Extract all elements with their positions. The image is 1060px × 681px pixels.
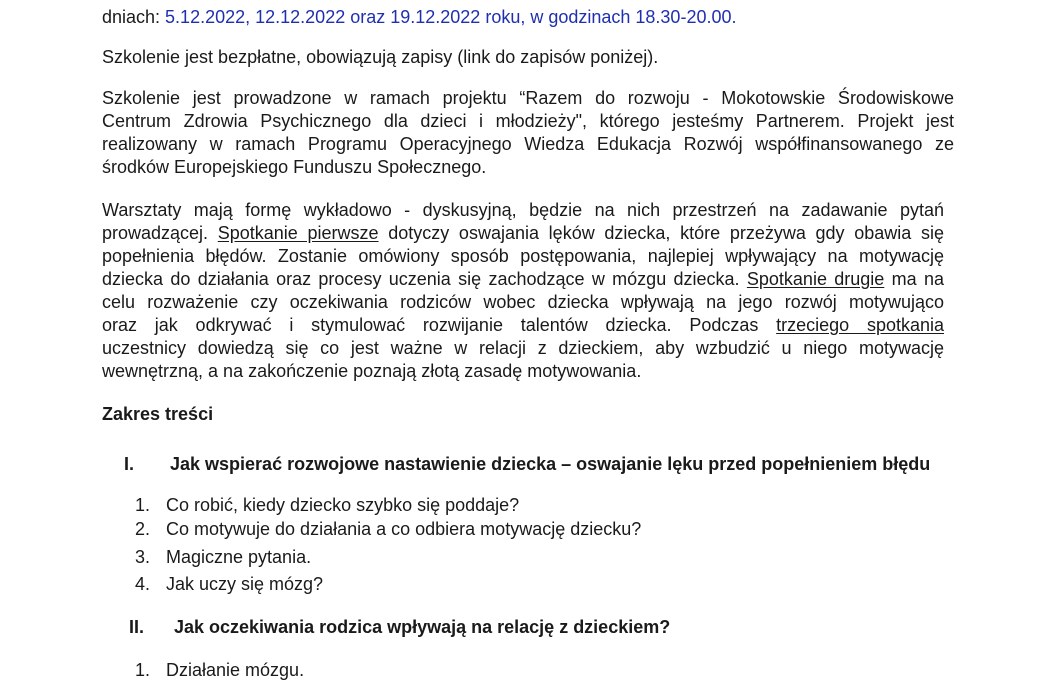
workshops-line-3: popełnienia błędów. Zostanie omówiony sposób postępowania, najlepiej wpływający na motywację xyxy=(102,246,944,266)
project-line-3: realizowany w ramach Programu Operacyjnego Wiedza Edukacja Rozwój współfinansowanego ze xyxy=(102,134,954,154)
section-numeral: II. xyxy=(129,617,145,637)
training-dates: 5.12.2022, 12.12.2022 oraz 19.12.2022 roku, w godzinach 18.30-20.00. xyxy=(165,7,737,27)
project-line-1: Szkolenie jest prowadzone w ramach projektu “Razem do rozwoju - Mokotowskie Środowiskowe xyxy=(102,88,954,108)
free-note: Szkolenie jest bezpłatne, obowiązują zapisy (link do zapisów poniżej). xyxy=(102,47,659,67)
list-number: 1. xyxy=(134,495,150,515)
section-title: Jak oczekiwania rodzica wpływają na relację z dzieckiem? xyxy=(174,617,671,637)
list-number: 2. xyxy=(134,519,150,539)
section-numeral: I. xyxy=(124,454,135,474)
workshops-line-8: wewnętrzną, a na zakończenie poznają złotą zasadę motywowania. xyxy=(102,361,642,381)
list-item: Co robić, kiedy dziecko szybko się poddaje? xyxy=(166,495,520,515)
project-line-2: Centrum Zdrowia Psychicznego dla dzieci i młodzieży", którego jesteśmy Partnerem. Projekt jest xyxy=(102,111,954,131)
list-item: Magiczne pytania. xyxy=(166,547,312,567)
list-item: Co motywuje do działania a co odbiera motywację dziecku? xyxy=(166,519,642,539)
list-number: 1. xyxy=(134,660,150,680)
workshops-line-1: Warsztaty mają formę wykładowo - dyskusyjną, będzie na nich przestrzeń na zadawanie pytań xyxy=(102,200,944,220)
list-number: 3. xyxy=(134,547,150,567)
second-meeting-label: Spotkanie drugie xyxy=(746,269,885,289)
section-title: Jak wspierać rozwojowe nastawienie dziecka – oswajanie lęku przed popełnieniem błędu xyxy=(170,454,931,474)
first-meeting-label: Spotkanie pierwsze xyxy=(217,223,379,243)
workshops-line-6: oraz jak odkrywać i stymulować rozwijanie talentów dziecka. Podczas trzeciego spotkania xyxy=(102,315,944,335)
workshops-line-5: celu rozważenie czy oczekiwania rodziców wobec dziecka wpływają na jego rozwój motywująco xyxy=(102,292,944,312)
list-number: 4. xyxy=(134,574,150,594)
workshops-line-7: uczestnicy dowiedzą się co jest ważne w relacji z dzieckiem, aby wzbudzić u niego motywację xyxy=(102,338,944,358)
list-item: Działanie mózgu. xyxy=(166,660,305,680)
intro-line xyxy=(102,6,737,28)
project-line-4: środków Europejskiego Funduszu Społecznego. xyxy=(102,157,487,177)
scope-heading: Zakres treści xyxy=(102,404,214,424)
third-meeting-label: trzeciego spotkania xyxy=(776,315,944,335)
intro-prefix: dniach: xyxy=(102,7,166,27)
workshops-line-2: prowadzącej. Spotkanie pierwsze dotyczy oswajania lęków dziecka, które przeżywa gdy obawia się xyxy=(102,223,944,243)
list-item: Jak uczy się mózg? xyxy=(166,574,324,594)
workshops-line-4: dziecka do działania oraz procesy uczenia się zachodzące w mózgu dziecka. Spotkanie drugie ma na xyxy=(102,269,944,289)
